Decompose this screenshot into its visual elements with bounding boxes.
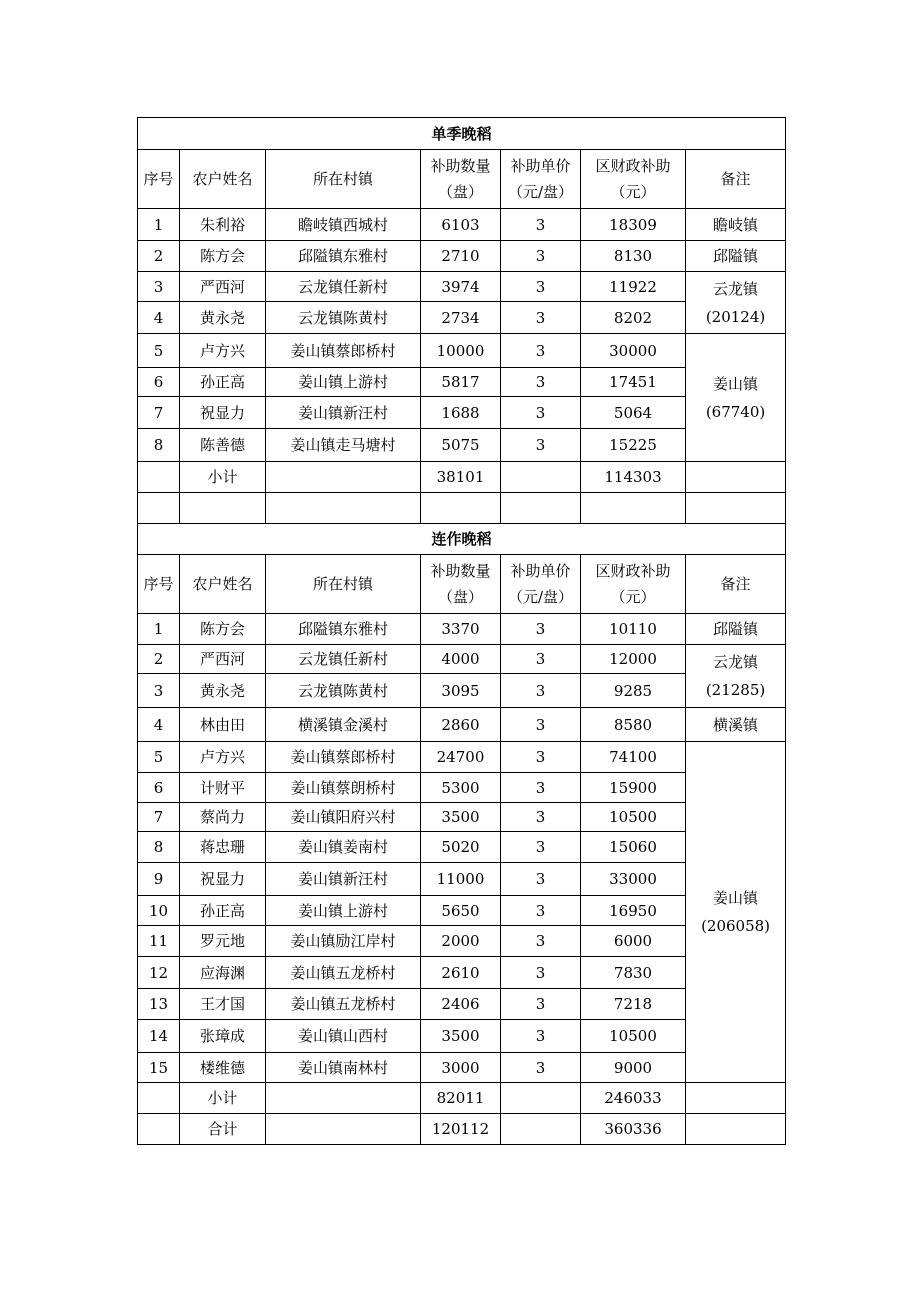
cell-empty [266, 1083, 421, 1114]
cell-seq: 1 [138, 209, 180, 241]
cell-village: 姜山镇新汪村 [266, 863, 421, 896]
cell-subsidy: 15060 [581, 832, 686, 863]
cell-empty [138, 1083, 180, 1114]
cell-empty [686, 493, 786, 524]
cell-quantity: 10000 [421, 334, 501, 368]
cell-seq: 9 [138, 863, 180, 896]
cell-unit-price: 3 [501, 832, 581, 863]
cell-unit-price: 3 [501, 429, 581, 462]
cell-quantity: 3500 [421, 803, 501, 832]
cell-name: 张璋成 [180, 1020, 266, 1053]
cell-village: 姜山镇励江岸村 [266, 926, 421, 957]
subtotal-row [138, 462, 786, 493]
header-unit-price-line1: 补助单价 [510, 157, 571, 175]
cell-quantity: 5020 [421, 832, 501, 863]
cell-quantity: 5817 [421, 368, 501, 397]
cell-name: 陈方会 [180, 241, 266, 272]
cell-name: 应海渊 [180, 957, 266, 989]
cell-quantity: 2734 [421, 302, 501, 334]
cell-subsidy: 8580 [581, 708, 686, 742]
cell-subsidy: 16950 [581, 896, 686, 926]
cell-seq: 7 [138, 397, 180, 429]
cell-remark: 横溪镇 [686, 708, 786, 742]
cell-quantity: 11000 [421, 863, 501, 896]
cell-village: 云龙镇陈黄村 [266, 674, 421, 708]
cell-village: 横溪镇金溪村 [266, 708, 421, 742]
header-name: 农户姓名 [180, 555, 266, 614]
subtotal-subsidy: 246033 [581, 1083, 686, 1114]
header-quantity [421, 150, 501, 209]
blank-row [138, 493, 786, 524]
subtotal-subsidy: 114303 [581, 462, 686, 493]
cell-empty [266, 1114, 421, 1145]
cell-unit-price: 3 [501, 1020, 581, 1053]
header-unit-price-line1: 补助单价 [510, 562, 571, 580]
cell-unit-price: 3 [501, 863, 581, 896]
cell-subsidy: 8202 [581, 302, 686, 334]
cell-subsidy: 11922 [581, 272, 686, 302]
cell-seq: 2 [138, 645, 180, 674]
cell-unit-price: 3 [501, 989, 581, 1020]
cell-empty [421, 493, 501, 524]
cell-name: 孙正高 [180, 368, 266, 397]
cell-quantity: 3095 [421, 674, 501, 708]
cell-unit-price: 3 [501, 803, 581, 832]
cell-quantity: 2610 [421, 957, 501, 989]
cell-name: 蒋忠珊 [180, 832, 266, 863]
cell-empty [266, 462, 421, 493]
header-quantity-line2: （盘） [437, 588, 483, 606]
cell-name: 卢方兴 [180, 334, 266, 368]
subtotal-quantity: 38101 [421, 462, 501, 493]
cell-village: 云龙镇陈黄村 [266, 302, 421, 334]
cell-unit-price: 3 [501, 742, 581, 773]
cell-unit-price: 3 [501, 209, 581, 241]
cell-village: 姜山镇阳府兴村 [266, 803, 421, 832]
header-unit-price-line2: （元/盘） [507, 183, 574, 201]
cell-quantity: 5075 [421, 429, 501, 462]
cell-village: 邱隘镇东雅村 [266, 614, 421, 645]
header-subsidy-line1: 区财政补助 [595, 157, 671, 175]
total-row [138, 1114, 786, 1145]
cell-seq: 14 [138, 1020, 180, 1053]
cell-quantity: 5300 [421, 773, 501, 803]
subtotal-label: 小计 [180, 1083, 266, 1114]
cell-remark-merged [686, 742, 786, 1083]
cell-subsidy: 9000 [581, 1053, 686, 1083]
cell-empty [266, 493, 421, 524]
header-quantity-line1: 补助数量 [430, 562, 491, 580]
cell-name: 朱利裕 [180, 209, 266, 241]
cell-seq: 10 [138, 896, 180, 926]
cell-seq: 6 [138, 368, 180, 397]
cell-empty [686, 1083, 786, 1114]
cell-subsidy: 12000 [581, 645, 686, 674]
cell-subsidy: 10500 [581, 803, 686, 832]
header-seq: 序号 [138, 555, 180, 614]
remark-town: 云龙镇 [713, 279, 759, 298]
remark-town-total: (20124) [705, 307, 766, 326]
cell-unit-price: 3 [501, 708, 581, 742]
cell-seq: 6 [138, 773, 180, 803]
cell-seq: 11 [138, 926, 180, 957]
cell-village: 姜山镇姜南村 [266, 832, 421, 863]
cell-village: 姜山镇新汪村 [266, 397, 421, 429]
cell-seq: 3 [138, 272, 180, 302]
remark-town-total: (67740) [705, 402, 766, 421]
cell-empty [501, 1114, 581, 1145]
cell-remark: 瞻岐镇 [686, 209, 786, 241]
cell-seq: 15 [138, 1053, 180, 1083]
cell-empty [686, 1114, 786, 1145]
cell-village: 瞻岐镇西城村 [266, 209, 421, 241]
cell-subsidy: 30000 [581, 334, 686, 368]
table-row [138, 645, 786, 674]
header-subsidy [581, 150, 686, 209]
cell-subsidy: 8130 [581, 241, 686, 272]
subtotal-quantity: 82011 [421, 1083, 501, 1114]
cell-name: 祝显力 [180, 863, 266, 896]
remark-town-total: (206058) [701, 917, 771, 935]
cell-unit-price: 3 [501, 896, 581, 926]
cell-village: 姜山镇蔡朗桥村 [266, 773, 421, 803]
cell-name: 黄永尧 [180, 302, 266, 334]
cell-unit-price: 3 [501, 397, 581, 429]
cell-name: 严西河 [180, 272, 266, 302]
header-remark: 备注 [686, 150, 786, 209]
cell-quantity: 1688 [421, 397, 501, 429]
total-label: 合计 [180, 1114, 266, 1145]
cell-seq: 5 [138, 334, 180, 368]
cell-quantity: 3500 [421, 1020, 501, 1053]
cell-empty [138, 493, 180, 524]
cell-remark: 邱隘镇 [686, 241, 786, 272]
cell-empty [501, 1083, 581, 1114]
cell-unit-price: 3 [501, 1053, 581, 1083]
cell-name: 罗元地 [180, 926, 266, 957]
cell-subsidy: 18309 [581, 209, 686, 241]
cell-subsidy: 15225 [581, 429, 686, 462]
header-subsidy-line2: （元） [610, 183, 656, 201]
header-name: 农户姓名 [180, 150, 266, 209]
table-row [138, 742, 786, 773]
header-village: 所在村镇 [266, 555, 421, 614]
cell-quantity: 6103 [421, 209, 501, 241]
cell-quantity: 4000 [421, 645, 501, 674]
cell-quantity: 3370 [421, 614, 501, 645]
cell-empty [138, 462, 180, 493]
cell-unit-price: 3 [501, 614, 581, 645]
header-unit-price [501, 150, 581, 209]
cell-seq: 2 [138, 241, 180, 272]
table-row [138, 614, 786, 645]
subtotal-label: 小计 [180, 462, 266, 493]
remark-town: 姜山镇 [713, 374, 759, 393]
header-unit-price [501, 555, 581, 614]
table-row [138, 708, 786, 742]
header-village: 所在村镇 [266, 150, 421, 209]
cell-unit-price: 3 [501, 674, 581, 708]
cell-empty [501, 493, 581, 524]
cell-name: 陈方会 [180, 614, 266, 645]
cell-quantity: 5650 [421, 896, 501, 926]
cell-village: 姜山镇上游村 [266, 368, 421, 397]
remark-town: 云龙镇 [713, 653, 759, 671]
header-quantity-line1: 补助数量 [430, 157, 491, 175]
cell-village: 姜山镇走马塘村 [266, 429, 421, 462]
cell-village: 姜山镇山西村 [266, 1020, 421, 1053]
header-subsidy-line2: （元） [610, 588, 656, 606]
header-unit-price-line2: （元/盘） [507, 588, 574, 606]
cell-village: 姜山镇南林村 [266, 1053, 421, 1083]
cell-name: 卢方兴 [180, 742, 266, 773]
cell-unit-price: 3 [501, 645, 581, 674]
total-subsidy: 360336 [581, 1114, 686, 1145]
cell-name: 计财平 [180, 773, 266, 803]
cell-seq: 7 [138, 803, 180, 832]
cell-subsidy: 33000 [581, 863, 686, 896]
header-subsidy-line1: 区财政补助 [595, 562, 671, 580]
cell-name: 王才国 [180, 989, 266, 1020]
cell-seq: 3 [138, 674, 180, 708]
table-row [138, 209, 786, 241]
cell-seq: 12 [138, 957, 180, 989]
table-row [138, 334, 786, 368]
cell-name: 祝显力 [180, 397, 266, 429]
header-quantity-line2: （盘） [437, 183, 483, 201]
cell-quantity: 2710 [421, 241, 501, 272]
header-quantity [421, 555, 501, 614]
cell-unit-price: 3 [501, 302, 581, 334]
cell-seq: 5 [138, 742, 180, 773]
cell-quantity: 24700 [421, 742, 501, 773]
cell-name: 严西河 [180, 645, 266, 674]
subtotal-row [138, 1083, 786, 1114]
cell-village: 姜山镇上游村 [266, 896, 421, 926]
remark-town: 姜山镇 [713, 889, 759, 907]
header-row [138, 555, 786, 614]
cell-quantity: 3000 [421, 1053, 501, 1083]
cell-name: 陈善德 [180, 429, 266, 462]
cell-seq: 4 [138, 302, 180, 334]
section-title-row [138, 118, 786, 150]
cell-name: 楼维德 [180, 1053, 266, 1083]
cell-subsidy: 5064 [581, 397, 686, 429]
cell-name: 林由田 [180, 708, 266, 742]
cell-unit-price: 3 [501, 334, 581, 368]
cell-name: 蔡尚力 [180, 803, 266, 832]
section-title-single-season: 单季晚稻 [138, 118, 786, 150]
cell-name: 黄永尧 [180, 674, 266, 708]
section-title-row [138, 524, 786, 555]
table-row [138, 241, 786, 272]
header-row [138, 150, 786, 209]
remark-town-total: (21285) [705, 681, 766, 699]
cell-unit-price: 3 [501, 368, 581, 397]
cell-remark-merged [686, 272, 786, 334]
cell-empty [501, 462, 581, 493]
cell-seq: 8 [138, 429, 180, 462]
cell-village: 云龙镇任新村 [266, 645, 421, 674]
cell-village: 姜山镇蔡郎桥村 [266, 334, 421, 368]
cell-subsidy: 10110 [581, 614, 686, 645]
cell-unit-price: 3 [501, 241, 581, 272]
cell-empty [686, 462, 786, 493]
cell-seq: 8 [138, 832, 180, 863]
cell-unit-price: 3 [501, 926, 581, 957]
cell-village: 姜山镇五龙桥村 [266, 989, 421, 1020]
cell-quantity: 2860 [421, 708, 501, 742]
cell-village: 邱隘镇东雅村 [266, 241, 421, 272]
cell-seq: 1 [138, 614, 180, 645]
cell-quantity: 2000 [421, 926, 501, 957]
cell-seq: 4 [138, 708, 180, 742]
cell-subsidy: 7830 [581, 957, 686, 989]
cell-empty [581, 493, 686, 524]
cell-village: 姜山镇五龙桥村 [266, 957, 421, 989]
cell-empty [180, 493, 266, 524]
cell-remark-merged [686, 645, 786, 708]
cell-village: 姜山镇蔡郎桥村 [266, 742, 421, 773]
cell-subsidy: 15900 [581, 773, 686, 803]
cell-empty [138, 1114, 180, 1145]
cell-seq: 13 [138, 989, 180, 1020]
cell-name: 孙正高 [180, 896, 266, 926]
cell-quantity: 3974 [421, 272, 501, 302]
cell-subsidy: 7218 [581, 989, 686, 1020]
section-title-continuous: 连作晚稻 [138, 524, 786, 555]
cell-unit-price: 3 [501, 957, 581, 989]
cell-subsidy: 10500 [581, 1020, 686, 1053]
cell-subsidy: 74100 [581, 742, 686, 773]
cell-subsidy: 9285 [581, 674, 686, 708]
header-remark: 备注 [686, 555, 786, 614]
cell-remark: 邱隘镇 [686, 614, 786, 645]
subsidy-table [137, 117, 786, 1145]
cell-unit-price: 3 [501, 272, 581, 302]
cell-subsidy: 17451 [581, 368, 686, 397]
cell-subsidy: 6000 [581, 926, 686, 957]
header-seq: 序号 [138, 150, 180, 209]
header-subsidy [581, 555, 686, 614]
cell-village: 云龙镇任新村 [266, 272, 421, 302]
table-row [138, 272, 786, 302]
cell-quantity: 2406 [421, 989, 501, 1020]
cell-unit-price: 3 [501, 773, 581, 803]
cell-remark-merged [686, 334, 786, 462]
total-quantity: 120112 [421, 1114, 501, 1145]
